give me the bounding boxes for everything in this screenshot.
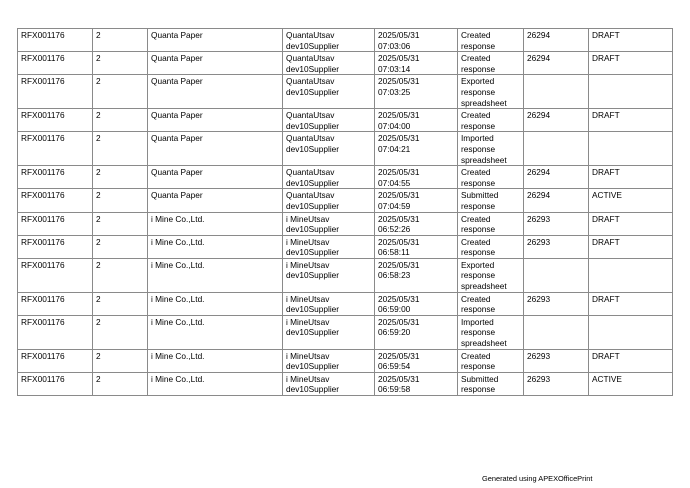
datetime-cell [375, 372, 458, 395]
datetime-cell-line: 2025/05/31 [378, 30, 420, 40]
action-cell-line: Created [461, 350, 491, 361]
datetime-cell-line: 2025/05/31 [378, 373, 420, 384]
datetime-cell-line: 2025/05/31 [378, 53, 420, 64]
datetime-cell [375, 235, 458, 258]
round-cell: 2 [93, 212, 148, 235]
action-cell-line: Exported [461, 259, 495, 270]
action-cell [458, 315, 524, 349]
table-row [18, 372, 673, 395]
table-row [18, 132, 673, 166]
response-id-cell [524, 258, 589, 292]
status-cell: DRAFT [589, 109, 673, 132]
supplier-cell-line: i MineUtsav [286, 213, 330, 224]
table-row [18, 235, 673, 258]
status-cell: DRAFT [589, 29, 673, 52]
supplier-cell-line: dev10Supplier [286, 224, 340, 235]
supplier-cell-line: QuantaUtsav [286, 190, 335, 201]
supplier-cell [283, 189, 375, 212]
supplier-cell-line: i MineUtsav [286, 316, 330, 327]
action-cell-line: response [461, 40, 496, 51]
round-cell: 2 [93, 52, 148, 75]
company-cell: Quanta Paper [148, 29, 283, 52]
supplier-cell-line: dev10Supplier [286, 384, 340, 395]
table-row [18, 315, 673, 349]
action-cell-line: Submitted [461, 190, 499, 201]
datetime-cell-line: 2025/05/31 [378, 213, 420, 224]
rfx-number-cell: RFX001176 [18, 315, 93, 349]
status-cell [589, 315, 673, 349]
company-cell: Quanta Paper [148, 52, 283, 75]
supplier-cell-line: dev10Supplier [286, 361, 340, 372]
action-cell-line: response [461, 63, 496, 74]
action-cell [458, 349, 524, 372]
action-cell-line: spreadsheet [461, 338, 507, 349]
response-id-cell: 26294 [524, 52, 589, 75]
action-cell-line: Created [461, 236, 491, 247]
action-cell-line: Created [461, 30, 491, 40]
supplier-cell [283, 315, 375, 349]
action-cell-line: Created [461, 53, 491, 64]
datetime-cell-line: 2025/05/31 [378, 350, 420, 361]
round-cell: 2 [93, 235, 148, 258]
datetime-cell [375, 109, 458, 132]
action-cell-line: Exported [461, 76, 495, 87]
response-id-cell: 26293 [524, 235, 589, 258]
action-cell-line: response [461, 86, 496, 97]
datetime-cell-line: 2025/05/31 [378, 167, 420, 178]
response-id-cell [524, 75, 589, 109]
datetime-cell-line: 06:58:23 [378, 270, 411, 281]
supplier-cell [283, 132, 375, 166]
table-row [18, 349, 673, 372]
table-row [18, 258, 673, 292]
response-id-cell: 26293 [524, 212, 589, 235]
supplier-cell [283, 372, 375, 395]
supplier-cell [283, 235, 375, 258]
datetime-cell-line: 2025/05/31 [378, 110, 420, 121]
rfx-number-cell: RFX001176 [18, 132, 93, 166]
action-cell-line: Submitted [461, 373, 499, 384]
supplier-cell-line: dev10Supplier [286, 304, 340, 315]
status-cell: DRAFT [589, 235, 673, 258]
supplier-cell-line: QuantaUtsav [286, 30, 335, 40]
datetime-cell-line: 07:04:55 [378, 177, 411, 188]
company-cell: i Mine Co.,Ltd. [148, 258, 283, 292]
supplier-cell [283, 75, 375, 109]
supplier-cell-line: i MineUtsav [286, 373, 330, 384]
round-cell: 2 [93, 349, 148, 372]
company-cell: i Mine Co.,Ltd. [148, 315, 283, 349]
supplier-cell-line: QuantaUtsav [286, 167, 335, 178]
supplier-cell-line: dev10Supplier [286, 63, 340, 74]
rfx-number-cell: RFX001176 [18, 109, 93, 132]
round-cell: 2 [93, 189, 148, 212]
round-cell: 2 [93, 292, 148, 315]
status-cell [589, 258, 673, 292]
datetime-cell [375, 75, 458, 109]
action-cell-line: response [461, 361, 496, 372]
company-cell: i Mine Co.,Ltd. [148, 349, 283, 372]
generated-footer: Generated using APEXOfficePrint [482, 474, 593, 483]
datetime-cell-line: 2025/05/31 [378, 293, 420, 304]
supplier-cell-line: i MineUtsav [286, 259, 330, 270]
response-id-cell: 26293 [524, 372, 589, 395]
action-cell-line: Imported [461, 133, 494, 144]
action-cell-line: spreadsheet [461, 281, 507, 292]
action-cell-line: Imported [461, 316, 494, 327]
company-cell: Quanta Paper [148, 166, 283, 189]
table-row [18, 189, 673, 212]
status-cell: ACTIVE [589, 189, 673, 212]
datetime-cell [375, 189, 458, 212]
round-cell: 2 [93, 132, 148, 166]
round-cell: 2 [93, 109, 148, 132]
status-cell: DRAFT [589, 166, 673, 189]
supplier-cell-line: dev10Supplier [286, 86, 340, 97]
action-cell-line: Created [461, 213, 491, 224]
rfx-number-cell: RFX001176 [18, 75, 93, 109]
rfx-number-cell: RFX001176 [18, 212, 93, 235]
table-row [18, 52, 673, 75]
action-cell-line: response [461, 327, 496, 338]
action-cell-line: response [461, 270, 496, 281]
company-cell: i Mine Co.,Ltd. [148, 292, 283, 315]
datetime-cell-line: 2025/05/31 [378, 259, 420, 270]
table-row [18, 166, 673, 189]
datetime-cell [375, 166, 458, 189]
action-cell-line: response [461, 200, 496, 211]
action-cell [458, 132, 524, 166]
table-row [18, 212, 673, 235]
supplier-cell [283, 52, 375, 75]
supplier-cell-line: dev10Supplier [286, 120, 340, 131]
rfx-number-cell: RFX001176 [18, 52, 93, 75]
datetime-cell-line: 2025/05/31 [378, 190, 420, 201]
table-row [18, 29, 673, 52]
supplier-cell-line: QuantaUtsav [286, 133, 335, 144]
round-cell: 2 [93, 29, 148, 52]
datetime-cell-line: 07:04:21 [378, 143, 411, 154]
action-cell [458, 189, 524, 212]
status-cell: ACTIVE [589, 372, 673, 395]
round-cell: 2 [93, 166, 148, 189]
action-cell-line: response [461, 224, 496, 235]
rfx-number-cell: RFX001176 [18, 235, 93, 258]
action-cell [458, 372, 524, 395]
supplier-cell [283, 166, 375, 189]
response-id-cell: 26294 [524, 189, 589, 212]
datetime-cell-line: 06:59:20 [378, 327, 411, 338]
company-cell: Quanta Paper [148, 109, 283, 132]
supplier-cell-line: QuantaUtsav [286, 53, 335, 64]
supplier-cell [283, 258, 375, 292]
datetime-cell-line: 07:04:59 [378, 200, 411, 211]
status-cell: DRAFT [589, 349, 673, 372]
datetime-cell [375, 52, 458, 75]
datetime-cell-line: 07:04:00 [378, 120, 411, 131]
datetime-cell-line: 06:59:00 [378, 304, 411, 315]
action-cell [458, 292, 524, 315]
datetime-cell [375, 29, 458, 52]
action-cell-line: spreadsheet [461, 154, 507, 165]
rfx-number-cell: RFX001176 [18, 292, 93, 315]
action-cell-line: spreadsheet [461, 97, 507, 108]
supplier-cell-line: QuantaUtsav [286, 76, 335, 87]
supplier-cell-line: dev10Supplier [286, 327, 340, 338]
table-row [18, 109, 673, 132]
datetime-cell [375, 258, 458, 292]
datetime-cell-line: 2025/05/31 [378, 76, 420, 87]
datetime-cell-line: 06:59:58 [378, 384, 411, 395]
supplier-cell [283, 292, 375, 315]
response-id-cell: 26293 [524, 292, 589, 315]
status-cell [589, 132, 673, 166]
datetime-cell-line: 07:03:14 [378, 63, 411, 74]
rfx-number-cell: RFX001176 [18, 166, 93, 189]
action-cell-line: response [461, 143, 496, 154]
action-cell [458, 166, 524, 189]
supplier-cell-line: dev10Supplier [286, 143, 340, 154]
datetime-cell [375, 132, 458, 166]
supplier-cell-line: dev10Supplier [286, 177, 340, 188]
action-cell [458, 29, 524, 52]
audit-log-table [17, 28, 673, 396]
supplier-cell-line: dev10Supplier [286, 270, 340, 281]
action-cell [458, 235, 524, 258]
supplier-cell-line: dev10Supplier [286, 40, 340, 51]
response-id-cell: 26293 [524, 349, 589, 372]
status-cell: DRAFT [589, 212, 673, 235]
company-cell: i Mine Co.,Ltd. [148, 212, 283, 235]
action-cell [458, 52, 524, 75]
supplier-cell-line: i MineUtsav [286, 350, 330, 361]
supplier-cell [283, 349, 375, 372]
supplier-cell-line: dev10Supplier [286, 247, 340, 258]
action-cell [458, 109, 524, 132]
status-cell: DRAFT [589, 52, 673, 75]
action-cell-line: response [461, 120, 496, 131]
round-cell: 2 [93, 315, 148, 349]
response-id-cell: 26294 [524, 29, 589, 52]
action-cell-line: Created [461, 110, 491, 121]
supplier-cell [283, 109, 375, 132]
rfx-number-cell: RFX001176 [18, 29, 93, 52]
datetime-cell-line: 07:03:06 [378, 40, 411, 51]
datetime-cell-line: 07:03:25 [378, 86, 411, 97]
datetime-cell-line: 2025/05/31 [378, 316, 420, 327]
round-cell: 2 [93, 75, 148, 109]
datetime-cell-line: 06:58:11 [378, 247, 410, 258]
response-id-cell: 26294 [524, 109, 589, 132]
action-cell [458, 212, 524, 235]
response-id-cell: 26294 [524, 166, 589, 189]
supplier-cell [283, 29, 375, 52]
datetime-cell-line: 06:52:26 [378, 224, 411, 235]
table-row [18, 75, 673, 109]
action-cell-line: Created [461, 167, 491, 178]
action-cell [458, 75, 524, 109]
datetime-cell [375, 292, 458, 315]
rfx-number-cell: RFX001176 [18, 372, 93, 395]
action-cell-line: Created [461, 293, 491, 304]
response-id-cell [524, 132, 589, 166]
company-cell: Quanta Paper [148, 75, 283, 109]
supplier-cell [283, 212, 375, 235]
rfx-number-cell: RFX001176 [18, 349, 93, 372]
rfx-number-cell: RFX001176 [18, 189, 93, 212]
supplier-cell-line: QuantaUtsav [286, 110, 335, 121]
action-cell-line: response [461, 304, 496, 315]
action-cell-line: response [461, 384, 496, 395]
round-cell: 2 [93, 258, 148, 292]
table-row [18, 292, 673, 315]
company-cell: i Mine Co.,Ltd. [148, 235, 283, 258]
company-cell: Quanta Paper [148, 132, 283, 166]
datetime-cell-line: 06:59:54 [378, 361, 411, 372]
datetime-cell [375, 349, 458, 372]
action-cell [458, 258, 524, 292]
supplier-cell-line: i MineUtsav [286, 236, 330, 247]
round-cell: 2 [93, 372, 148, 395]
table-body [18, 29, 673, 396]
datetime-cell [375, 212, 458, 235]
datetime-cell-line: 2025/05/31 [378, 133, 420, 144]
supplier-cell-line: i MineUtsav [286, 293, 330, 304]
datetime-cell-line: 2025/05/31 [378, 236, 420, 247]
status-cell: DRAFT [589, 292, 673, 315]
company-cell: Quanta Paper [148, 189, 283, 212]
company-cell: i Mine Co.,Ltd. [148, 372, 283, 395]
status-cell [589, 75, 673, 109]
action-cell-line: response [461, 247, 496, 258]
response-id-cell [524, 315, 589, 349]
supplier-cell-line: dev10Supplier [286, 200, 340, 211]
rfx-number-cell: RFX001176 [18, 258, 93, 292]
action-cell-line: response [461, 177, 496, 188]
datetime-cell [375, 315, 458, 349]
